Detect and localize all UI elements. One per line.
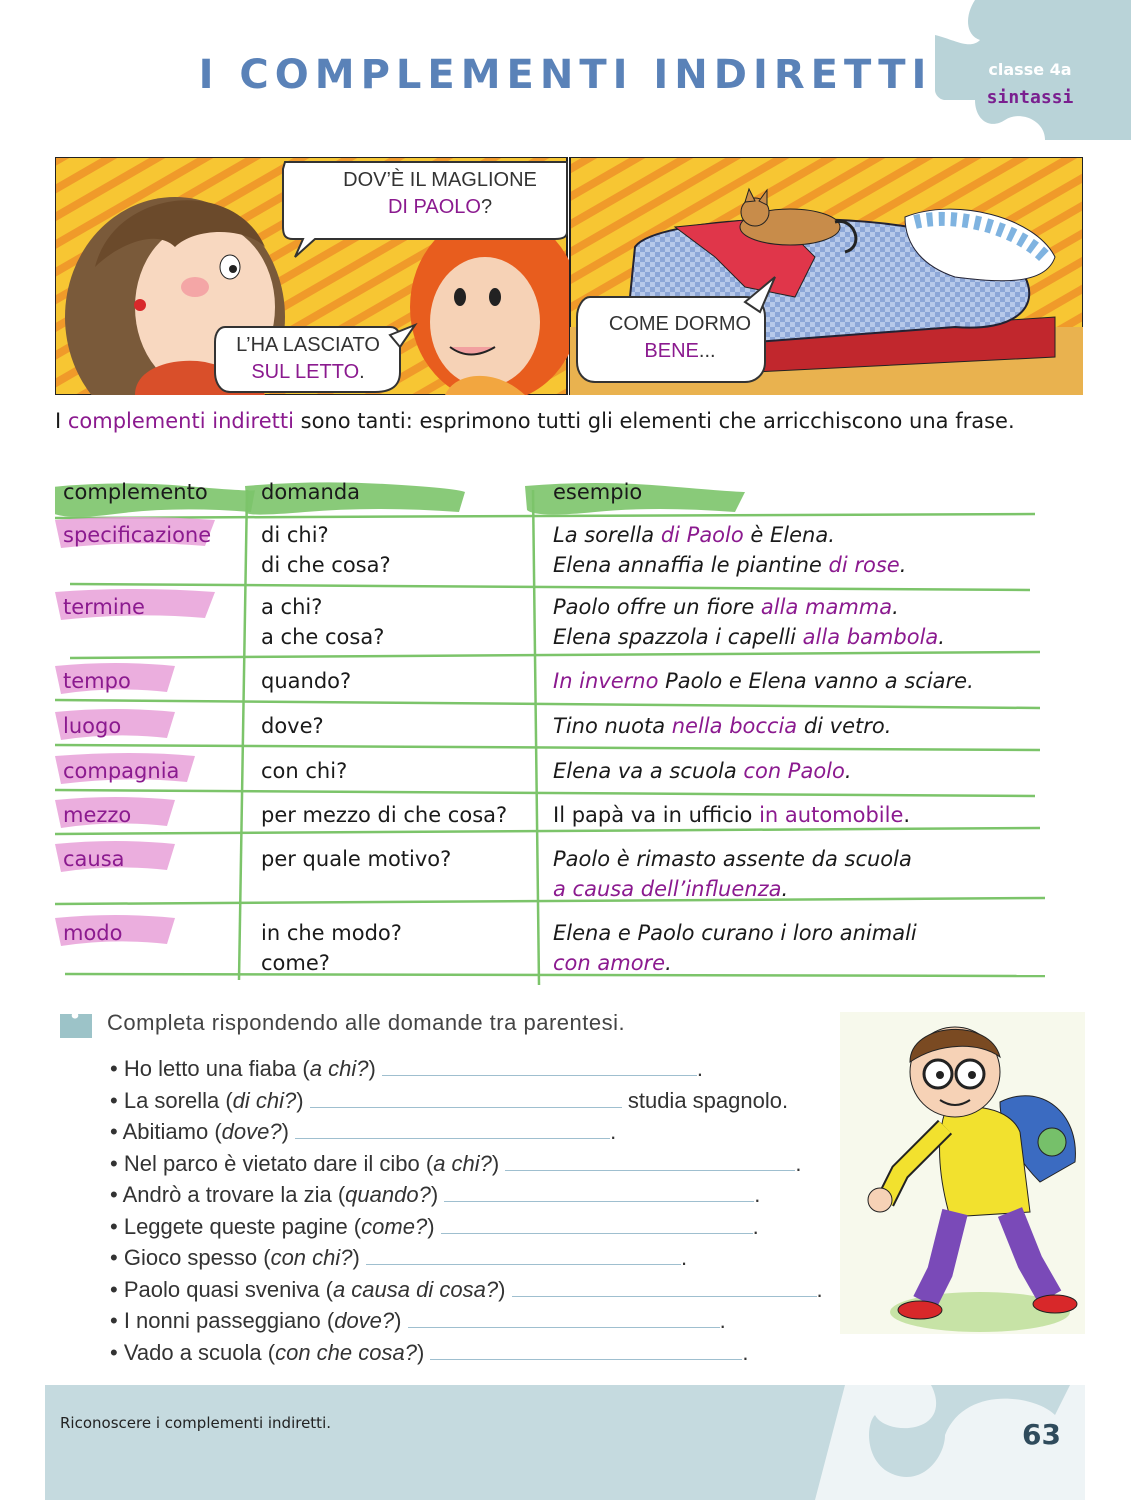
item-text: Ho letto una fiaba ( xyxy=(123,1056,310,1081)
footer-objective: Riconoscere i complementi indiretti. xyxy=(60,1414,332,1432)
exercise-item: • Ho letto una fiaba (a chi?) . xyxy=(110,1056,704,1081)
question-cell xyxy=(261,520,391,580)
item-end: studia spagnolo. xyxy=(627,1088,789,1113)
complement-name: causa xyxy=(63,847,125,871)
question-cell xyxy=(261,918,402,978)
complement-name: compagnia xyxy=(63,759,180,783)
example-text: Tino nuota xyxy=(553,714,672,738)
item-text: ) xyxy=(430,1182,439,1207)
bubble-1-line-2 xyxy=(290,194,590,221)
item-question: a causa di cosa? xyxy=(332,1277,499,1302)
example-highlight: In inverno xyxy=(553,669,659,693)
exercise-item: • Gioco spesso (con chi?) . xyxy=(110,1245,688,1270)
question-line: a chi? xyxy=(261,595,323,619)
question-cell: con chi? xyxy=(261,759,348,783)
intro-rest: sono tanti: esprimono tutti gli elementi che arricchiscono una frase. xyxy=(293,409,1015,433)
example-text: . xyxy=(938,625,945,649)
bubble-3-end: ... xyxy=(698,340,716,362)
example-text: . xyxy=(892,595,899,619)
example-line xyxy=(553,520,906,550)
example-text: . xyxy=(903,803,911,827)
item-text: Paolo quasi sveniva ( xyxy=(123,1277,333,1302)
complement-name: modo xyxy=(63,921,123,945)
example-text: . xyxy=(844,759,852,783)
question-cell: per quale motivo? xyxy=(261,847,452,871)
example-cell xyxy=(553,711,891,741)
example-text: Paolo e Elena vanno a sciare. xyxy=(658,669,974,693)
item-text: ) xyxy=(491,1151,500,1176)
example-highlight: di rose xyxy=(828,553,900,577)
example-highlight: alla bambola xyxy=(802,625,939,649)
item-end: . xyxy=(754,1182,761,1207)
class-label: classe 4a xyxy=(988,60,1072,79)
question-line: come? xyxy=(261,951,330,975)
item-text: ) xyxy=(427,1214,435,1239)
answer-blank[interactable] xyxy=(408,1309,720,1328)
question-cell: quando? xyxy=(261,669,352,693)
example-cell xyxy=(553,520,906,580)
example-text: è Elena. xyxy=(743,523,835,547)
example-highlight: con amore xyxy=(553,951,666,975)
answer-blank[interactable] xyxy=(441,1215,753,1234)
question-line: di che cosa? xyxy=(261,553,391,577)
example-line xyxy=(553,948,917,978)
example-line xyxy=(553,874,912,904)
answer-blank[interactable] xyxy=(310,1089,622,1108)
item-text: ) xyxy=(498,1277,506,1302)
example-text: Elena va a scuola xyxy=(553,759,744,783)
example-highlight: alla mamma xyxy=(760,595,893,619)
example-text: . xyxy=(899,553,907,577)
item-end: . xyxy=(742,1340,749,1365)
item-text: ) xyxy=(281,1119,289,1144)
answer-blank[interactable] xyxy=(512,1278,817,1297)
question-line: a che cosa? xyxy=(261,625,385,649)
bubble-1-highlight: DI PAOLO xyxy=(387,196,481,218)
example-text: Il papà va in ufficio xyxy=(553,803,760,827)
item-question: dove? xyxy=(334,1308,395,1333)
example-line xyxy=(553,592,945,622)
example-cell xyxy=(553,800,910,830)
bubble-1-end: ? xyxy=(480,196,493,218)
complement-name: termine xyxy=(63,595,145,619)
exercise-item: • Nel parco è vietato dare il cibo (a chi?) . xyxy=(110,1151,802,1176)
item-question: a chi? xyxy=(433,1151,492,1176)
example-cell xyxy=(553,918,917,978)
example-highlight: in automobile xyxy=(759,803,904,827)
item-question: come? xyxy=(361,1214,428,1239)
bubble-2-line-2 xyxy=(213,359,403,386)
exercise-item: • Andrò a trovare la zia (quando?) . xyxy=(110,1182,761,1207)
item-question: di chi? xyxy=(232,1088,297,1113)
example-text: La sorella xyxy=(553,523,661,547)
item-text: Abitiamo ( xyxy=(122,1119,222,1144)
answer-blank[interactable] xyxy=(366,1246,681,1265)
item-end: . xyxy=(795,1151,802,1176)
item-text: ) xyxy=(394,1308,402,1333)
complement-name: tempo xyxy=(63,669,131,693)
item-text: ) xyxy=(296,1088,304,1113)
boy-illustration xyxy=(840,1012,1085,1334)
topic-label: sintassi xyxy=(986,87,1074,108)
answer-blank[interactable] xyxy=(295,1120,610,1139)
bubble-1-line-1: DOV’È IL MAGLIONE xyxy=(343,169,537,191)
example-cell xyxy=(553,666,974,696)
puzzle-piece-icon xyxy=(58,1010,96,1042)
bubble-3-line-1: COME DORMO xyxy=(608,313,752,335)
item-end: . xyxy=(719,1308,726,1333)
example-text: . xyxy=(665,951,672,975)
complement-name: specificazione xyxy=(63,523,212,547)
item-end: . xyxy=(610,1119,617,1144)
item-text: ) xyxy=(416,1340,425,1365)
item-text: Vado a scuola ( xyxy=(123,1340,276,1365)
example-text: Paolo è rimasto assente da scuola xyxy=(553,847,912,871)
exercise-instruction: Completa rispondendo alle domande tra parentesi. xyxy=(107,1010,626,1035)
example-cell xyxy=(553,592,945,652)
example-cell xyxy=(553,844,912,904)
bubble-2-line-1: L’HA LASCIATO xyxy=(236,334,380,356)
item-text: La sorella ( xyxy=(123,1088,233,1113)
example-text: Elena annaffia le piantine xyxy=(553,553,829,577)
complement-name: luogo xyxy=(63,714,122,738)
complement-name: mezzo xyxy=(63,803,132,827)
example-text: Paolo offre un fiore xyxy=(553,595,761,619)
exercise-item: • Abitiamo (dove?) . xyxy=(110,1119,617,1144)
item-text: Leggete queste pagine ( xyxy=(123,1214,362,1239)
item-text: ) xyxy=(352,1245,360,1270)
example-text: Elena spazzola i capelli xyxy=(553,625,803,649)
question-cell: per mezzo di che cosa? xyxy=(261,803,508,827)
exercise-item: • Vado a scuola (con che cosa?) . xyxy=(110,1340,749,1365)
intro-paragraph xyxy=(55,406,1055,436)
item-text: ) xyxy=(368,1056,376,1081)
item-text: I nonni passeggiano ( xyxy=(123,1308,335,1333)
item-question: dove? xyxy=(221,1119,282,1144)
item-question: a chi? xyxy=(309,1056,369,1081)
example-cell xyxy=(553,756,852,786)
bubble-3-line-2 xyxy=(580,338,780,365)
example-text: Elena e Paolo curano i loro animali xyxy=(553,921,917,945)
question-cell: dove? xyxy=(261,714,324,738)
example-highlight: di Paolo xyxy=(660,523,744,547)
answer-blank[interactable] xyxy=(444,1183,754,1202)
item-question: quando? xyxy=(345,1182,431,1207)
example-highlight: con Paolo xyxy=(743,759,845,783)
exercise-item: • Paolo quasi sveniva (a causa di cosa?) . xyxy=(110,1277,823,1302)
exercise-item: • La sorella (di chi?) studia spagnolo. xyxy=(110,1088,789,1113)
answer-blank[interactable] xyxy=(382,1057,697,1076)
item-end: . xyxy=(816,1277,823,1302)
exercise-item: • Leggete queste pagine (come?) . xyxy=(110,1214,759,1239)
question-line: in che modo? xyxy=(261,921,402,945)
exercise-item: • I nonni passeggiano (dove?) . xyxy=(110,1308,726,1333)
item-text: Andrò a trovare la zia ( xyxy=(122,1182,346,1207)
example-highlight: a causa dell’influenza xyxy=(553,877,782,901)
speech-bubble-2 xyxy=(213,332,403,386)
example-line xyxy=(553,844,912,874)
item-end: . xyxy=(680,1245,688,1270)
speech-bubble-3 xyxy=(580,311,780,365)
example-highlight: nella boccia xyxy=(671,714,798,738)
item-end: . xyxy=(752,1214,759,1239)
bubble-3-highlight: BENE xyxy=(644,340,699,362)
intro-start: I xyxy=(55,409,68,433)
example-text: di vetro. xyxy=(797,714,892,738)
answer-blank[interactable] xyxy=(430,1341,742,1360)
example-text: . xyxy=(781,877,789,901)
question-line: di chi? xyxy=(261,523,329,547)
page-number: 63 xyxy=(1022,1418,1061,1451)
answer-blank[interactable] xyxy=(505,1152,795,1171)
item-question: con che cosa? xyxy=(275,1340,417,1365)
column-header-example: esempio xyxy=(553,480,643,504)
bubble-2-highlight: SUL LETTO xyxy=(251,361,360,383)
column-header-question: domanda xyxy=(261,480,361,504)
item-question: con chi? xyxy=(270,1245,353,1270)
item-text: Nel parco è vietato dare il cibo ( xyxy=(123,1151,434,1176)
column-header-complement: complemento xyxy=(63,480,208,504)
page-title: I COMPLEMENTI INDIRETTI xyxy=(198,52,933,98)
item-end: . xyxy=(696,1056,704,1081)
intro-highlight: complementi indiretti xyxy=(67,409,294,433)
example-line xyxy=(553,550,906,580)
item-text: Gioco spesso ( xyxy=(123,1245,271,1270)
question-cell xyxy=(261,592,384,652)
example-line xyxy=(553,622,945,652)
bubble-2-end: . xyxy=(359,361,365,383)
speech-bubble-1 xyxy=(290,167,590,221)
example-line xyxy=(553,918,917,948)
